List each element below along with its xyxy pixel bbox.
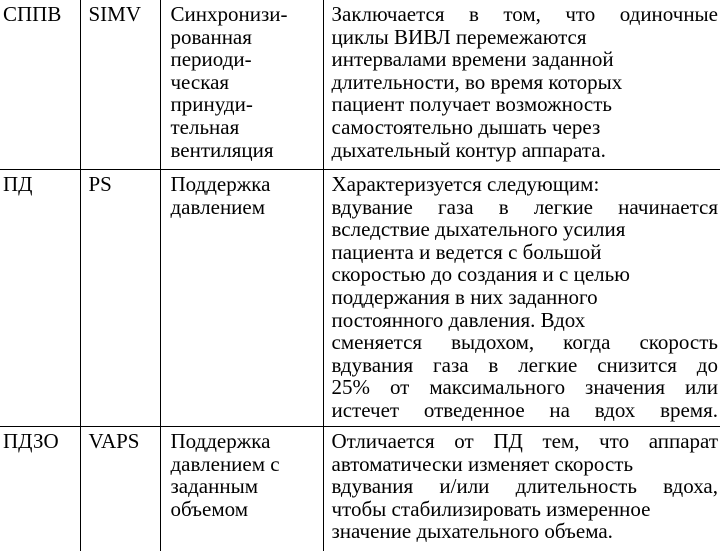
mode-description-line: Характеризуется следующим: [332,173,719,196]
mode-abbreviation: ПДЗО [3,430,80,453]
mode-name-line: объемом [171,498,323,521]
mode-description-line: 25% от максимального значения или [332,376,719,399]
mode-description-line: циклы ВИВЛ перемежаются [332,26,719,49]
mode-code: SIMV [89,3,160,26]
mode-description-cell [323,0,720,170]
mode-name-line: заданным [171,475,323,498]
table-row-simv [0,0,720,170]
mode-description-line: вдувания и/или длительность вдоха, [332,475,719,498]
mode-name-line: тельная [171,116,323,139]
mode-description-line: пациент получает возможность [332,93,719,116]
mode-name-line: вентиляция [171,139,323,162]
mode-code-cell [80,427,160,551]
mode-description-line: вдувания газа в легкие снизится до [332,354,719,377]
mode-description-line: дыхательный контур аппарата. [332,139,719,162]
mode-code-cell [80,0,160,170]
mode-name-line: давлением [171,196,323,219]
mode-name-line: давлением с [171,453,323,476]
table-row-vaps [0,427,720,551]
mode-abbreviation-cell [0,0,80,170]
mode-description-line: длительности, во время которых [332,71,719,94]
mode-name-line: Поддержка [171,173,323,196]
mode-description-line: самостоятельно дышать через [332,116,719,139]
mode-description-line: скоростью до создания и с целью [332,263,719,286]
mode-code-cell [80,170,160,427]
mode-code: PS [89,173,160,196]
mode-description-line: автоматически изменяет скорость [332,453,719,476]
mode-name-cell [160,427,323,551]
mode-description-cell [323,427,720,551]
mode-description-line: значение дыхательного объема. [332,520,719,543]
table-row-ps [0,170,720,427]
mode-name-line: принуди- [171,93,323,116]
mode-description-line: чтобы стабилизировать измеренное [332,498,719,521]
mode-description-line: поддержания в них заданного [332,286,719,309]
mode-name-cell [160,0,323,170]
mode-code: VAPS [89,430,160,453]
mode-description-line: Отличается от ПД тем, что аппарат [332,430,719,453]
mode-description-line: интервалами времени заданной [332,48,719,71]
mode-abbreviation: ПД [3,173,80,196]
mode-description-line: вследствие дыхательного усилия [332,218,719,241]
mode-abbreviation-cell [0,170,80,427]
mode-description-line: вдувание газа в легкие начинается [332,196,719,219]
mode-name-line: периоди- [171,48,323,71]
mode-description-line: истечет отведенное на вдох время. [332,399,719,422]
mode-name-line: рованная [171,26,323,49]
mode-name-cell [160,170,323,427]
mode-description-line: сменяется выдохом, когда скорость [332,331,719,354]
mode-description-line: Заключается в том, что одиночные [332,3,719,26]
mode-name-line: ческая [171,71,323,94]
mode-name-line: Синхронизи- [171,3,323,26]
mode-description-line: постоянного давления. Вдох [332,309,719,332]
mode-abbreviation-cell [0,427,80,551]
mode-abbreviation: СППВ [3,3,80,26]
mode-description-line: пациента и ведется с большой [332,241,719,264]
mode-name-line: Поддержка [171,430,323,453]
mode-description-cell [323,170,720,427]
